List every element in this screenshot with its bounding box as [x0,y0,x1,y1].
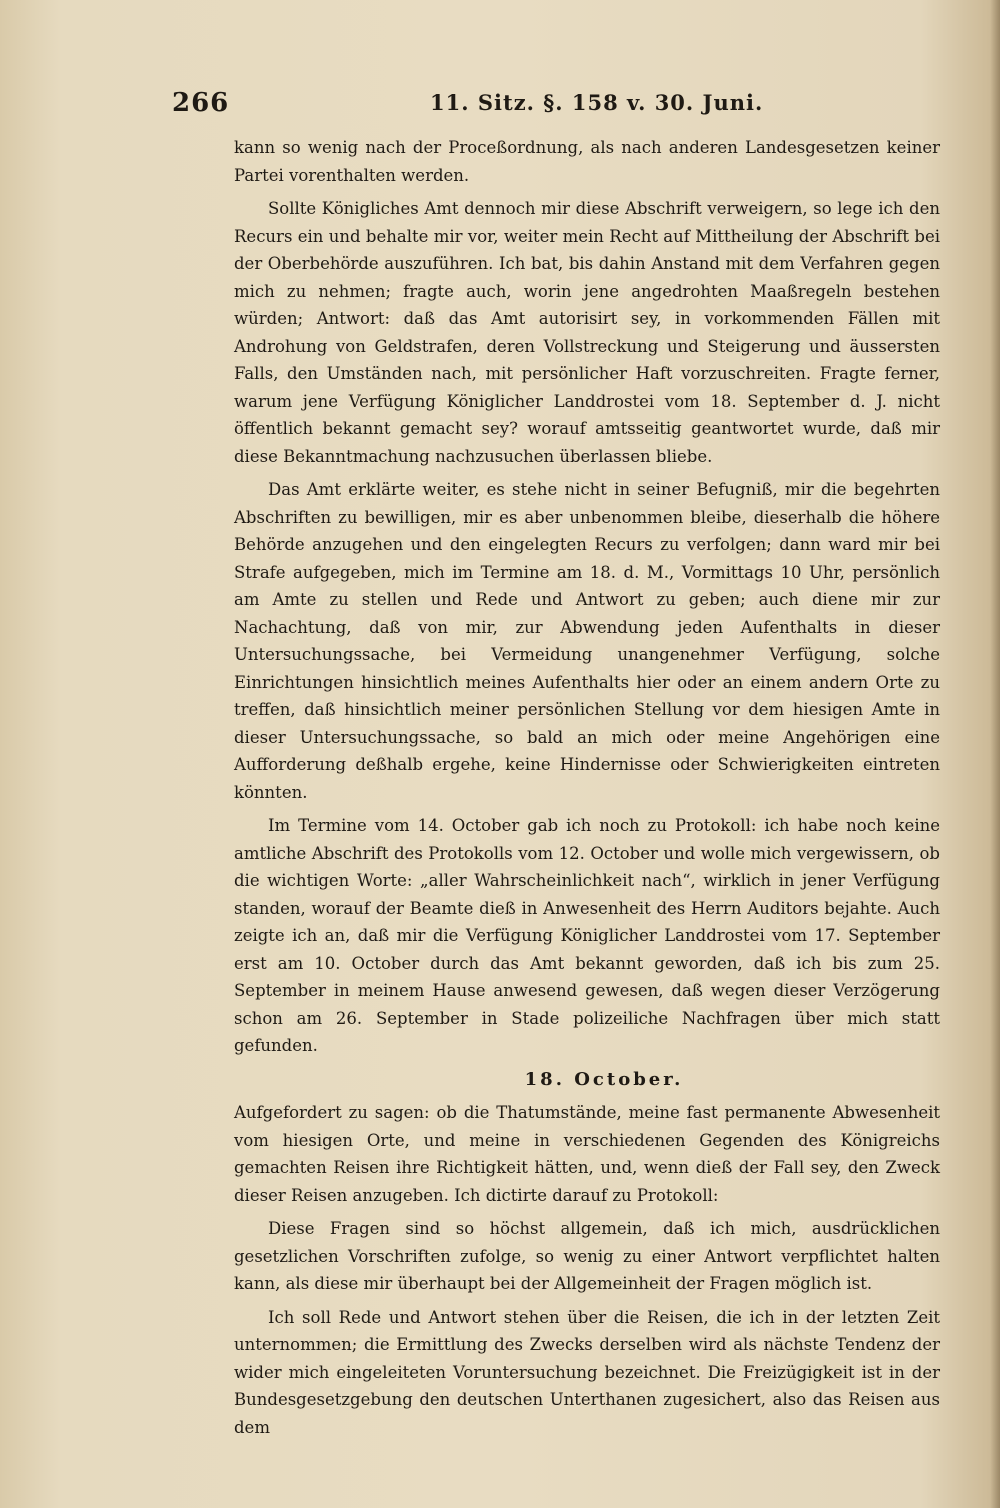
paragraph: Ich soll Rede und Antwort stehen über die Reisen, die ich in der letzten Zeit unternommen; die Ermittlung des Zwecks derselben wird als nächste Tendenz der wider mich eingeleiteten Voruntersuchung bezeichnet. Die Freizügigkeit ist in der Bundesgesetzgebung den deutschen Unterthanen zugesichert, also das Reisen aus dem [234,1307,940,1437]
page-edge-shadow [990,0,1000,1508]
page-header [172,88,942,124]
paragraph: Diese Fragen sind so höchst allgemein, daß ich mich, ausdrücklichen gesetzlichen Vorschriften zufolge, so wenig zu einer Antwort verpflichtet halten kann, als diese mir überhaupt bei der Allgemeinheit der Fragen möglich ist. [234,1219,940,1293]
section-heading: 18. October. [524,1068,684,1090]
page-number: 266 [172,88,230,118]
paragraph: Im Termine vom 14. October gab ich noch zu Protokoll: ich habe noch keine amtliche Abschrift des Protokolls vom 12. October und wolle mich vergewissern, ob die wichtigen Worte: „aller Wahrscheinlichkeit nach“, wirklich in jener Verfügung standen, worauf der Beamte dieß in Anwesenheit des Herrn Auditors bejahte. Auch zeigte ich an, daß mir die Verfügung Königlicher Landdrostei vom 17. September erst am 10. October durch das Amt bekannt geworden, daß ich bis zum 25. September in meinem Hause anwesend gewesen, daß wegen dieser Verzögerung schon am 26. September in Stade polizeiliche Nachfragen über mich statt gefunden. [234,816,940,1055]
paragraph: Aufgefordert zu sagen: ob die Thatumstände, meine fast permanente Abwesenheit vom hiesigen Orte, und meine in verschiedenen Gegenden des Königreichs gemachten Reisen ihre Richtigkeit hätten, und, wenn dieß der Fall sey, den Zweck dieser Reisen anzugeben. Ich dictirte darauf zu Protokoll: [234,1103,940,1205]
paragraph: Das Amt erklärte weiter, es stehe nicht in seiner Befugniß, mir die begehrten Abschriften zu bewilligen, mir es aber unbenommen bleibe, dieserhalb die höhere Behörde anzugehen und den eingelegten Recurs zu verfolgen; dann ward mir bei Strafe aufgegeben, mich im Termine am 18. d. M., Vormittags 10 Uhr, persönlich am Amte zu stellen und Rede und Antwort zu geben; auch diene mir zur Nachachtung, daß von mir, zur Abwendung jeden Aufenthalts in dieser Untersuchungssache, bei Vermeidung unangenehmer Verfügung, solche Einrichtungen hinsichtlich meines Aufenthalts hier oder an einem andern Orte zu treffen, daß hinsichtlich meiner persönlichen Stellung vor dem hiesigen Amte in dieser Untersuchungssache, so bald an mich oder meine Angehörigen eine Aufforderung deßhalb ergehe, keine Hindernisse oder Schwierigkeiten eintreten könnten. [234,480,940,802]
document-body [234,134,940,1447]
paragraph: Sollte Königliches Amt dennoch mir diese Abschrift verweigern, so lege ich den Recurs ein und behalte mir vor, weiter mein Recht auf Mittheilung der Abschrift bei der Oberbehörde auszuführen. Ich bat, bis dahin Anstand mit dem Verfahren gegen mich zu nehmen; fragte auch, worin jene angedrohten Maaßregeln bestehen würden; Antwort: daß das Amt autorisirt sey, in vorkommenden Fällen mit Androhung von Geldstrafen, deren Vollstreckung und Steigerung und äussersten Falls, den Umständen nach, mit persönlicher Haft vorzuschreiten. Fragte ferner, warum jene Verfügung Königlicher Landdrostei vom 18. September d. J. nicht öffentlich bekannt gemacht sey? worauf amtsseitig geantwortet wurde, daß mir diese Bekanntmachung nachzusuchen überlassen bliebe. [234,199,940,466]
paragraph: kann so wenig nach der Proceßordnung, als nach anderen Landesgesetzen keiner Partei vorenthalten werden. [234,138,940,185]
running-head: 11. Sitz. §. 158 v. 30. Juni. [430,90,764,115]
